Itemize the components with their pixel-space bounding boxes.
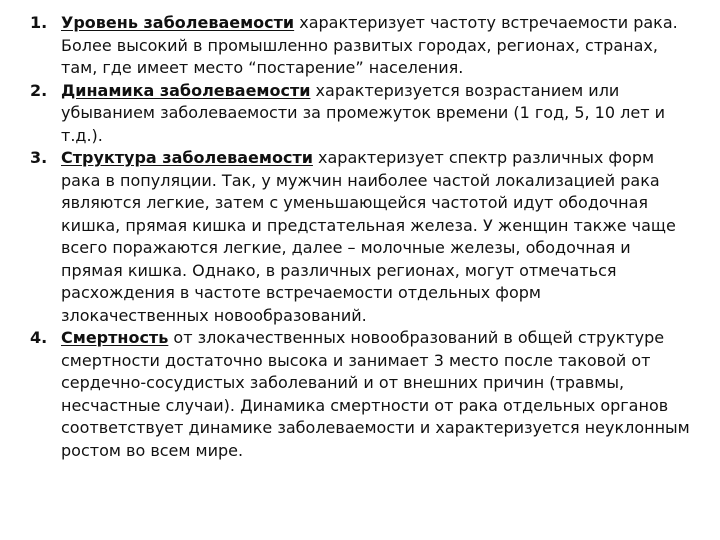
numbered-list <box>30 12 690 462</box>
item-term: Динамика заболеваемости <box>61 80 311 100</box>
list-item-mortality <box>30 327 690 462</box>
item-text: характеризуется возрастанием или убыванием заболеваемости за промежуток времени (1 год, 5, 10 лет и т.д.). <box>61 80 665 145</box>
item-number: 4. <box>30 328 48 347</box>
item-term: Уровень заболеваемости <box>61 13 295 32</box>
item-number: 3. <box>30 148 48 167</box>
item-text: характеризует спектр различных форм рака в популяции. Так, у мужчин наиболее частой локализацией рака являются легкие, затем с уменьшающейся частотой идут ободочная кишка, прямая кишка и предстательная железа. У женщин также чаще всего поражаются легкие, далее – молочные железы, ободочная и прямая кишка. Однако, в различных регионах, могут отмечаться расхождения в частоте встречаемости отдельных форм злокачественных новообразований. <box>61 148 676 325</box>
item-number: 1. <box>30 13 48 32</box>
item-text: характеризует частоту встречаемости рака. Более высокий в промышленно развитых городах, регионах, странах, там, где имеет место “постарение” населения. <box>61 13 678 77</box>
item-text: от злокачественных новообразований в общей структуре смертности достаточно высока и занимает 3 место после таковой от сердечно-сосудистых заболеваний и от внешних причин (травмы, несчастные случаи). Динамика смертности от рака отдельных органов соответствует динамике заболеваемости и характеризуется неуклонным ростом во всем мире. <box>61 328 690 460</box>
item-term: Смертность <box>61 328 169 347</box>
item-number: 2. <box>30 80 48 100</box>
list-item-dynamics <box>30 80 690 148</box>
list-item-level <box>30 12 690 80</box>
list-item-structure <box>30 147 690 327</box>
item-term: Структура заболеваемости <box>61 148 313 167</box>
